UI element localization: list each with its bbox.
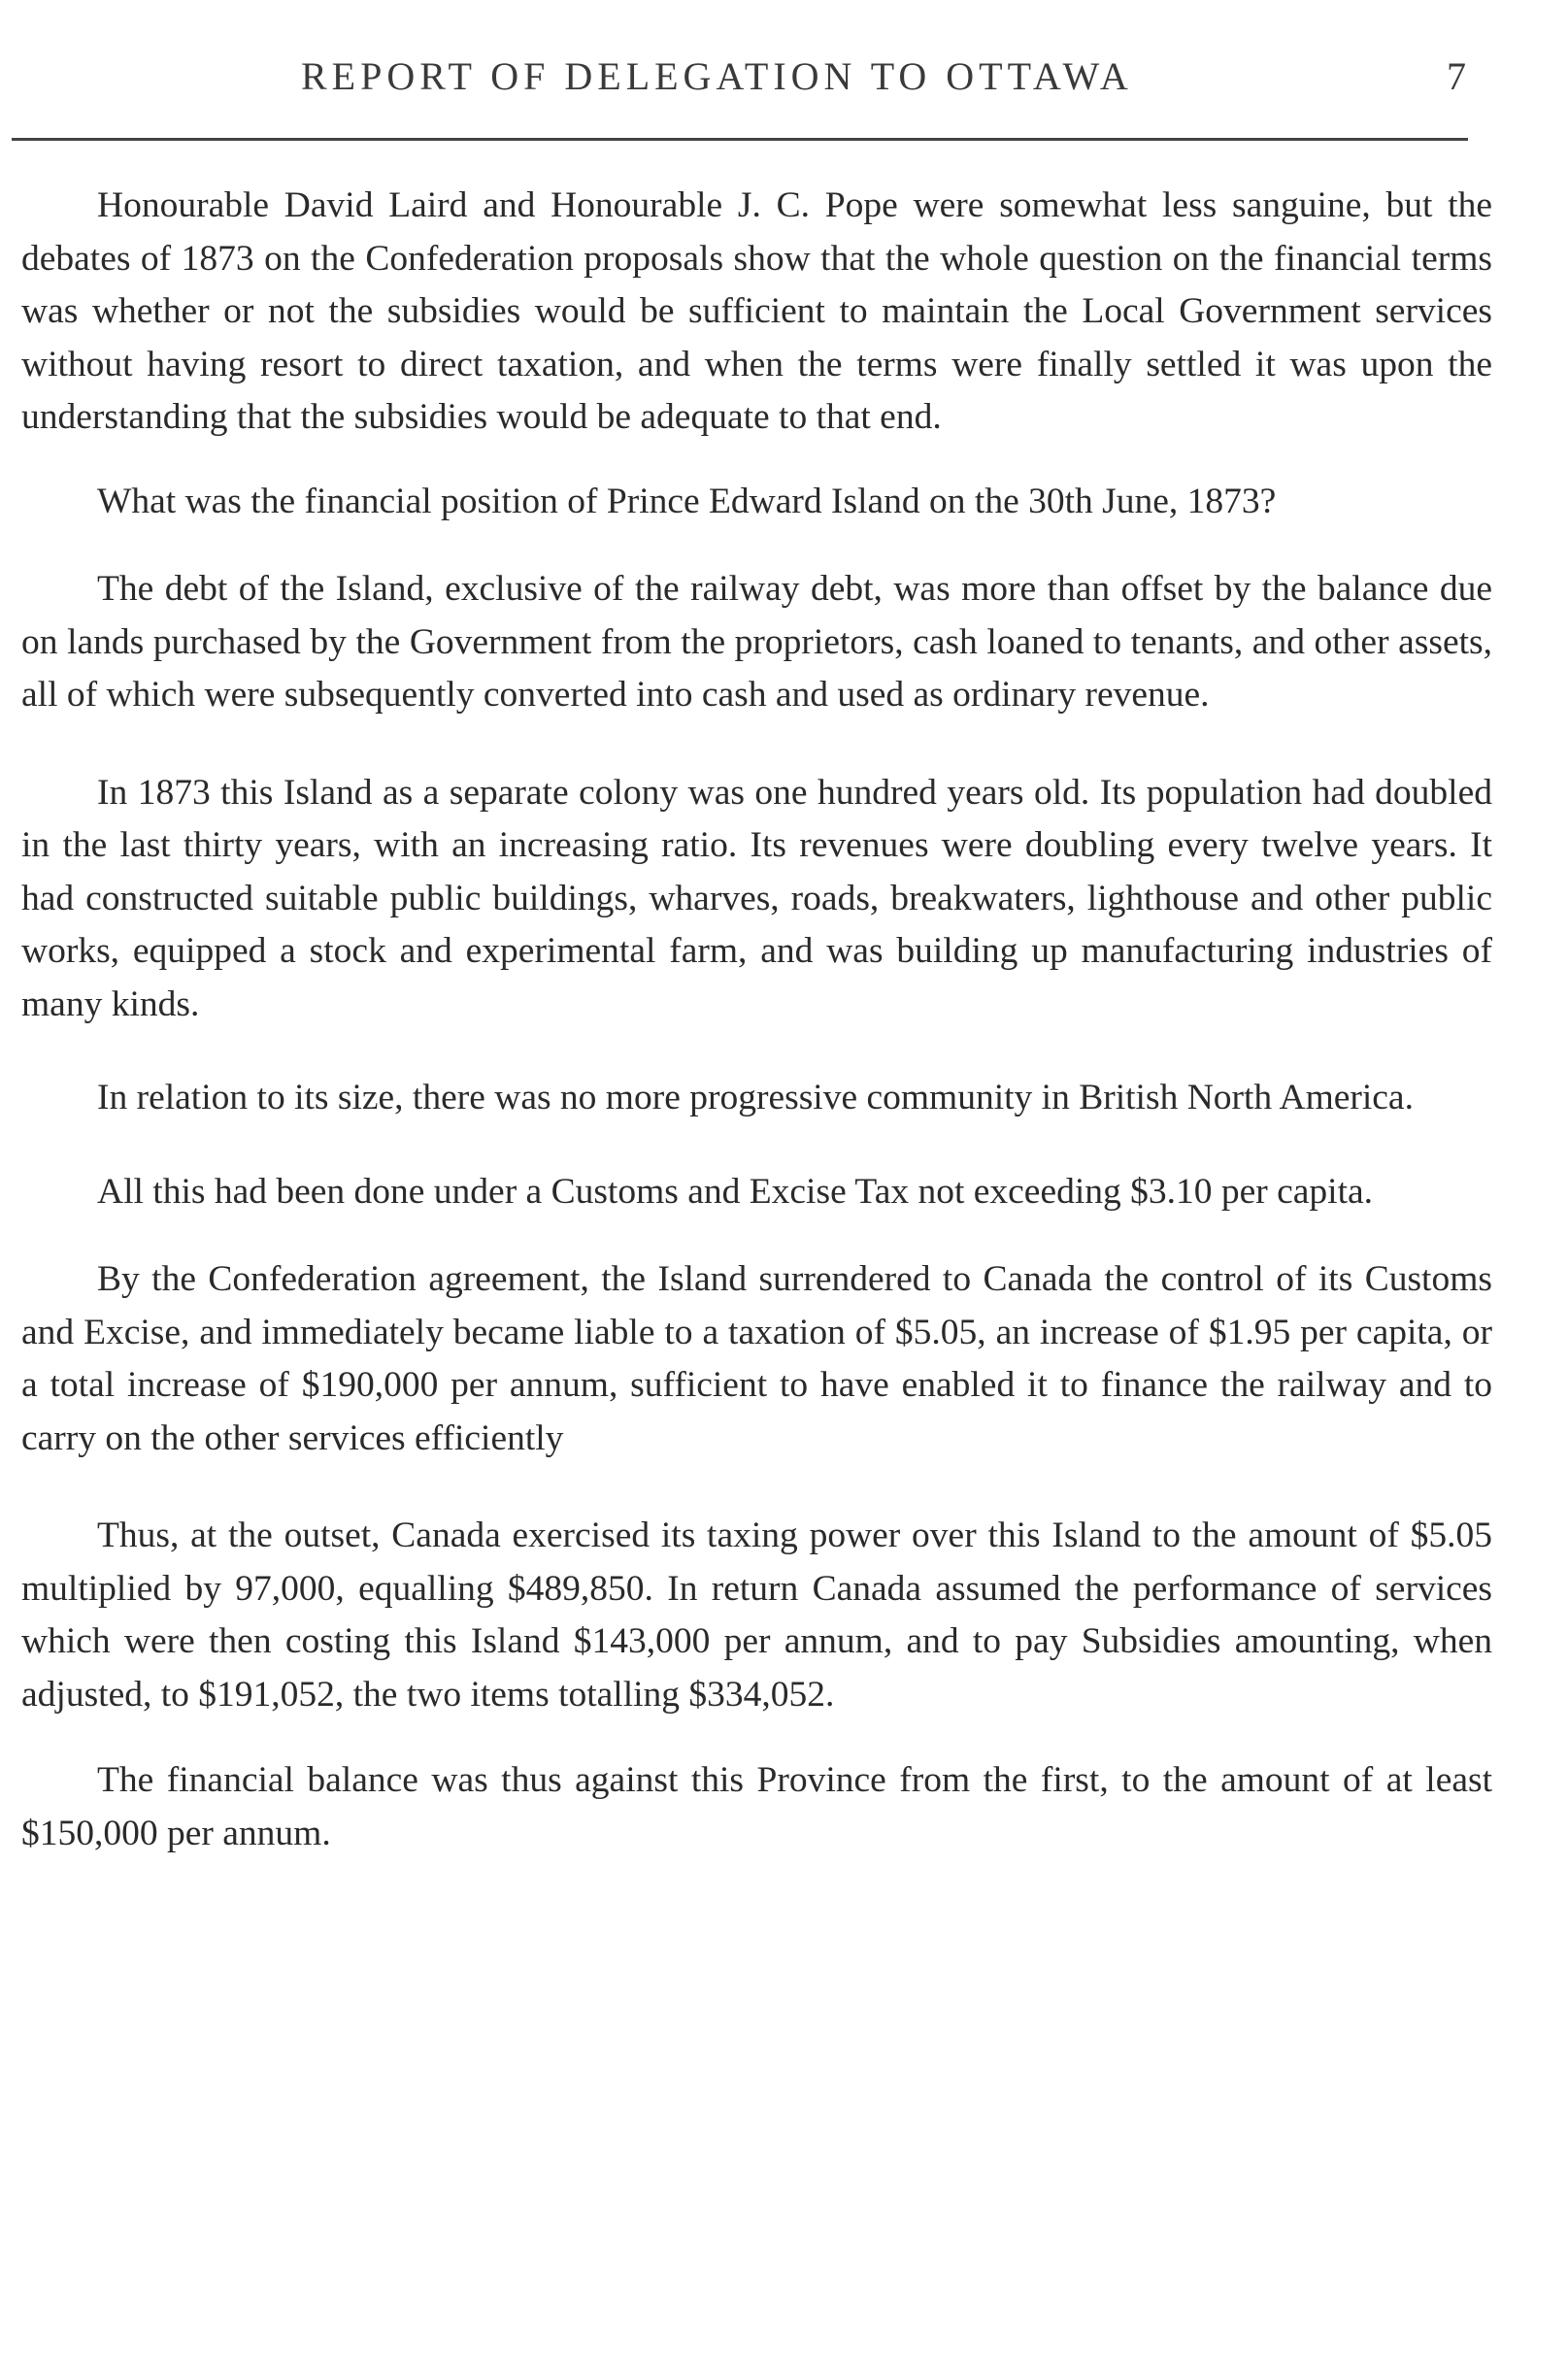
header-rule — [12, 138, 1468, 141]
paragraph: By the Confederation agreement, the Island surrendered to Canada the control of its Customs and Excise, and immediately became liable to a taxation of $5.05, an increase of $1.95 per capita, or a total increase of $190,000 per annum, sufficient to have enabled it to finance the railway and to carry on the other services efficiently — [21, 1259, 1492, 1458]
paragraph: All this had been done under a Customs and Excise Tax not exceeding $3.10 per capita. — [97, 1171, 1374, 1212]
page-header — [146, 53, 1466, 112]
paragraph: In relation to its size, there was no more progressive community in British North America. — [97, 1078, 1414, 1117]
paragraph: Thus, at the outset, Canada exercised its taxing power over this Island to the amount of $5.05 multiplied by 97,000, equalling $489,850. In return Canada assumed the performance of services which were then costing this Island $143,000 per annum, and to pay Subsidies amounting, when adjusted, to $191,052, the two items totalling $334,052. — [21, 1516, 1492, 1715]
page-number: 7 — [1447, 54, 1466, 98]
paragraph: The financial balance was thus against this Province from the first, to the amount of at least $150,000 per annum. — [21, 1760, 1492, 1853]
paragraph: What was the financial position of Prince Edward Island on the 30th June, 1873? — [97, 481, 1277, 521]
paragraph: In 1873 this Island as a separate colony was one hundred years old. Its population had doubled in the last thirty years, with an increasing ratio. Its revenues were doubling every twelve years. It had constructed suitable public buildings, wharves, roads, breakwaters, lighthouse and other public works, equipped a stock and experimental farm, and was building up manufacturing industries of many kinds. — [21, 772, 1492, 1024]
paragraph: Honourable David Laird and Honourable J. C. Pope were somewhat less sanguine, but the debates of 1873 on the Confederation proposals show that the whole question on the financial terms was whether or not the subsidies would be sufficient to maintain the Local Government services without having resort to direct taxation, and when the terms were finally settled it was upon the understanding that the subsidies would be adequate to that end. — [21, 185, 1492, 437]
body-text — [21, 180, 1492, 1860]
running-head: REPORT OF DELEGATION TO OTTAWA — [301, 54, 1133, 98]
paragraph: The debt of the Island, exclusive of the railway debt, was more than offset by the balance due on lands purchased by the Government from the proprietors, cash loaned to tenants, and other assets, all of which were subsequently converted into cash and used as ordinary revenue. — [21, 569, 1492, 715]
